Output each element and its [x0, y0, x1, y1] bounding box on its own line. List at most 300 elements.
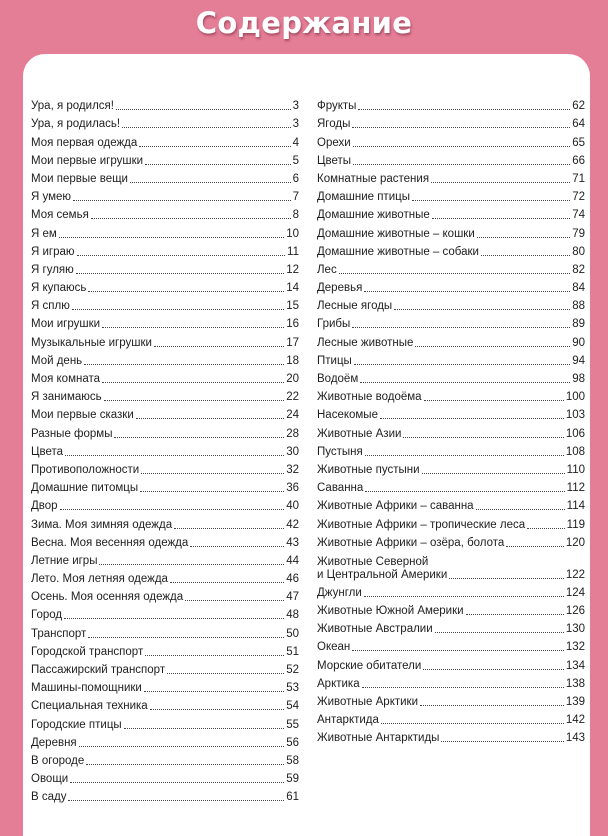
toc-entry-leader: [354, 364, 570, 365]
toc-entry: [31, 404, 299, 422]
toc-entry-leader: [466, 614, 564, 615]
toc-entry-title: Я сплю: [31, 300, 70, 313]
toc-entry-title: Машины-помощники: [31, 682, 142, 695]
toc-entry: [317, 618, 585, 636]
toc-entry-page: 46: [286, 573, 299, 586]
toc-entry: [317, 368, 585, 386]
toc-entry-leader: [365, 491, 564, 492]
toc-entry-page: 7: [292, 191, 299, 204]
toc-entry-page: 90: [572, 336, 585, 349]
toc-entry-leader: [145, 655, 284, 656]
toc-entry: [317, 477, 585, 495]
toc-entry-page: 5: [292, 154, 299, 167]
toc-entry: [31, 168, 299, 186]
toc-entry-leader: [102, 382, 284, 383]
toc-entry-leader: [435, 632, 564, 633]
toc-entry: [317, 459, 585, 477]
toc-entry-title: Животные Арктики: [317, 696, 419, 708]
toc-entry: [31, 186, 299, 204]
toc-entry-page: 48: [286, 609, 299, 622]
toc-entry: [317, 241, 585, 259]
toc-entry: [31, 113, 299, 131]
toc-entry: [31, 277, 299, 295]
toc-entry: [31, 550, 299, 568]
toc-entry-title: Лесные ягоды: [317, 300, 393, 313]
toc-entry-title: В огороде: [31, 754, 85, 767]
toc-entry-leader: [114, 437, 284, 438]
toc-entry: [31, 222, 299, 240]
toc-entry-page: 106: [565, 427, 585, 440]
toc-entry-leader: [381, 723, 564, 724]
toc-entry-page: 88: [572, 300, 585, 313]
toc-entry-page: 18: [286, 354, 299, 367]
toc-entry-page: 36: [286, 482, 299, 495]
toc-entry-title: Мои первые игрушки: [31, 154, 144, 167]
toc-entry-page: 55: [286, 718, 299, 731]
toc-entry-title: Я купаюсь: [31, 282, 87, 295]
toc-entry-page: 72: [572, 191, 585, 204]
toc-entry-leader: [76, 273, 284, 274]
toc-entry-title: Животные водоёма: [317, 391, 422, 404]
toc-entry: [31, 713, 299, 731]
toc-entry-title-line: и Центральной Америки: [317, 568, 448, 581]
toc-entry-page: 14: [286, 282, 299, 295]
toc-entry-leader: [422, 473, 565, 474]
toc-entry: [317, 113, 585, 131]
toc-entry: [317, 550, 585, 582]
toc-entry-page: 100: [565, 391, 585, 404]
toc-entry-leader: [364, 291, 570, 292]
toc-entry-leader: [190, 546, 284, 547]
toc-entry-leader: [476, 509, 565, 510]
toc-entry-leader: [91, 218, 291, 219]
toc-entry-leader: [170, 582, 284, 583]
toc-entry-title: Я ем: [31, 227, 57, 240]
toc-entry-title: Моя семья: [31, 209, 89, 222]
toc-entry-title: Городской транспорт: [31, 645, 144, 658]
toc-entry-page: 32: [286, 463, 299, 476]
toc-entry-leader: [441, 741, 563, 742]
toc-entry: [317, 295, 585, 313]
toc-entry: [317, 600, 585, 618]
toc-entry: [317, 582, 585, 600]
toc-entry-leader: [415, 346, 570, 347]
toc-entry-leader: [339, 273, 571, 274]
toc-entry: [317, 495, 585, 513]
toc-entry-title: Я умею: [31, 191, 72, 204]
toc-entry: [317, 313, 585, 331]
toc-entry-leader: [102, 327, 284, 328]
toc-entry-page: 132: [565, 641, 585, 654]
toc-entry: [317, 259, 585, 277]
toc-entry: [317, 532, 585, 550]
toc-entry-page: 61: [286, 791, 299, 804]
toc-entry: [31, 768, 299, 786]
toc-left-column: [31, 95, 299, 804]
toc-entry-leader: [506, 546, 563, 547]
toc-entry-page: 71: [572, 172, 585, 185]
toc-entry-leader: [424, 400, 564, 401]
toc-entry-leader: [79, 746, 285, 747]
toc-entry-leader: [104, 400, 285, 401]
toc-entry-title: Городские птицы: [31, 718, 122, 731]
toc-entry-title: Мои игрушки: [31, 318, 101, 331]
toc-entry-page: 139: [565, 696, 585, 708]
toc-entry-page: 44: [286, 554, 299, 567]
toc-entry-title: Ура, я родился!: [31, 100, 114, 113]
toc-entry-title: Ура, я родилась!: [31, 118, 121, 131]
toc-entry-page: 6: [292, 172, 299, 185]
toc-entry-title: Разные формы: [31, 427, 113, 440]
toc-entry-title: Пустыня: [317, 445, 363, 458]
toc-entry-page: 10: [286, 227, 299, 240]
toc-entry: [317, 131, 585, 149]
toc-entry-page: 98: [572, 373, 585, 385]
toc-entry-leader: [84, 364, 284, 365]
toc-entry: [317, 422, 585, 440]
toc-entry: [31, 459, 299, 477]
toc-entry-title: Мой день: [31, 354, 83, 367]
toc-entry-title: Деревья: [317, 282, 363, 295]
toc-entry-title: Животные Африки – тропические леса: [317, 518, 526, 531]
toc-entry-leader: [140, 491, 284, 492]
toc-entry: [317, 727, 585, 745]
toc-entry-page: 8: [292, 209, 299, 222]
toc-entry-leader: [145, 164, 291, 165]
toc-entry: [31, 422, 299, 440]
toc-entry-title: Лес: [317, 263, 337, 276]
toc-entry: [31, 750, 299, 768]
toc-entry-leader: [353, 146, 571, 147]
toc-entry-leader: [167, 673, 284, 674]
toc-entry-leader: [154, 346, 284, 347]
toc-entry-title: Двор: [31, 500, 58, 513]
toc-entry-leader: [77, 255, 286, 256]
toc-entry-leader: [116, 109, 291, 110]
toc-entry: [31, 477, 299, 495]
toc-entry-title: Я играю: [31, 245, 75, 258]
page-title: Содержание: [195, 6, 413, 40]
toc-entry-title: Мои первые вещи: [31, 172, 128, 185]
toc-entry-leader: [59, 237, 284, 238]
toc-entry-page: 114: [566, 500, 585, 513]
toc-entry-leader: [86, 764, 284, 765]
toc-entry-page: 52: [286, 664, 299, 676]
toc-entry-page: 82: [572, 263, 585, 276]
toc-entry-page: 16: [286, 318, 299, 331]
toc-entry: [317, 150, 585, 168]
toc-entry-title: Ягоды: [317, 118, 351, 131]
toc-entry: [31, 677, 299, 695]
toc-entry-page: 66: [572, 154, 585, 167]
toc-entry-title: Моя первая одежда: [31, 136, 138, 149]
toc-entry: [317, 441, 585, 459]
toc-entry-page: 65: [572, 136, 585, 149]
toc-entry-title: Саванна: [317, 482, 364, 495]
toc-entry-title: Овощи: [31, 773, 69, 786]
toc-entry-title: Осень. Моя осенняя одежда: [31, 591, 184, 604]
toc-entry: [317, 186, 585, 204]
toc-entry: [317, 222, 585, 240]
toc-entry-page: 47: [286, 591, 299, 604]
toc-entry-title: Моя комната: [31, 373, 101, 385]
toc-entry: [31, 568, 299, 586]
toc-entry-page: 20: [286, 373, 299, 385]
toc-entry: [317, 386, 585, 404]
toc-entry-leader: [481, 255, 570, 256]
toc-entry: [31, 131, 299, 149]
toc-entry: [31, 150, 299, 168]
toc-entry-leader: [449, 578, 564, 579]
toc-entry: [31, 622, 299, 640]
toc-entry-title: Противоположности: [31, 463, 140, 476]
toc-entry-title: Летние игры: [31, 554, 98, 567]
toc-entry-title: Деревня: [31, 736, 77, 749]
toc-entry: [317, 350, 585, 368]
toc-entry: [317, 636, 585, 654]
toc-entry-title: Животные Африки – озёра, болота: [317, 536, 505, 549]
toc-entry-page: 110: [566, 463, 585, 476]
toc-entry-page: 3: [292, 118, 299, 131]
toc-entry-page: 11: [287, 245, 299, 258]
toc-entry-title: Птицы: [317, 354, 352, 367]
toc-entry-leader: [365, 455, 564, 456]
toc-entry-leader: [73, 200, 291, 201]
toc-entry-title: Животные Австралии: [317, 623, 433, 636]
toc-entry-title: Морские обитатели: [317, 659, 422, 672]
toc-entry-page: 54: [286, 700, 299, 713]
toc-entry: [31, 641, 299, 659]
toc-entry: [31, 786, 299, 804]
toc-entry-page: 79: [572, 227, 585, 240]
toc-entry-leader: [68, 800, 284, 801]
toc-entry-title: Водоём: [317, 373, 359, 385]
toc-entry-title: Я занимаюсь: [31, 391, 102, 404]
toc-entry: [31, 586, 299, 604]
toc-entry: [31, 532, 299, 550]
toc-entry-page: 28: [286, 427, 299, 440]
toc-entry: [31, 295, 299, 313]
toc-entry-leader: [70, 782, 284, 783]
toc-entry-title: Домашние птицы: [317, 191, 410, 204]
toc-entry: [317, 95, 585, 113]
toc-entry: [31, 350, 299, 368]
toc-entry-page: 142: [565, 714, 585, 727]
toc-entry-leader: [65, 455, 284, 456]
toc-entry-page: 138: [565, 677, 585, 690]
toc-entry-page: 122: [565, 568, 585, 581]
toc-entry: [317, 168, 585, 186]
toc-entry: [317, 404, 585, 422]
toc-entry: [31, 331, 299, 349]
toc-entry-leader: [136, 418, 284, 419]
toc-entry-page: 126: [565, 605, 585, 618]
toc-entry-page: 124: [565, 586, 585, 599]
toc-entry: [317, 709, 585, 727]
toc-entry-leader: [144, 691, 284, 692]
toc-right-column: [317, 95, 585, 745]
toc-entry-page: 130: [565, 623, 585, 636]
toc-entry: [317, 331, 585, 349]
toc-entry-page: 134: [565, 659, 585, 672]
toc-entry-leader: [362, 687, 564, 688]
toc-entry: [31, 659, 299, 677]
toc-entry-leader: [72, 309, 284, 310]
toc-entry-leader: [139, 146, 290, 147]
toc-entry-leader: [124, 728, 285, 729]
toc-entry-page: 15: [286, 300, 299, 313]
toc-entry-page: 4: [292, 136, 299, 149]
toc-entry-title: Комнатные растения: [317, 172, 430, 185]
toc-entry: [31, 259, 299, 277]
toc-entry-page: 53: [286, 682, 299, 695]
toc-entry-title: Арктика: [317, 677, 360, 690]
toc-entry-leader: [364, 596, 564, 597]
toc-entry-title: Лето. Моя летняя одежда: [31, 573, 168, 586]
toc-entry-title: Домашние животные – собаки: [317, 245, 479, 258]
toc-entry-page: 24: [286, 409, 299, 422]
toc-entry: [317, 654, 585, 672]
toc-entry-page: 74: [572, 209, 585, 222]
toc-entry-leader: [174, 528, 284, 529]
toc-entry: [317, 673, 585, 691]
toc-entry-title: Домашние животные – кошки: [317, 227, 475, 240]
toc-entry-page: 42: [286, 518, 299, 531]
toc-entry-title: В саду: [31, 791, 67, 804]
toc-entry-leader: [88, 637, 284, 638]
toc-entry-title: Музыкальные игрушки: [31, 336, 152, 349]
toc-entry-leader: [88, 291, 284, 292]
toc-entry-leader: [150, 709, 285, 710]
toc-entry-leader: [185, 600, 284, 601]
toc-entry-title: Лесные животные: [317, 336, 414, 349]
toc-entry-page: 94: [572, 354, 585, 367]
toc-entry-title: Домашние животные: [317, 209, 430, 222]
toc-entry-page: 43: [286, 536, 299, 549]
toc-entry-title: Специальная техника: [31, 700, 148, 713]
toc-entry: [317, 691, 585, 709]
toc-entry: [317, 513, 585, 531]
toc-entry-title: Мои первые сказки: [31, 409, 134, 422]
toc-entry-page: 84: [572, 282, 585, 295]
toc-entry-page: 80: [572, 245, 585, 258]
toc-entry-leader: [403, 437, 563, 438]
toc-entry-page: 3: [292, 100, 299, 113]
toc-entry-page: 119: [566, 518, 585, 531]
toc-entry-title: Животные Антарктиды: [317, 732, 440, 745]
toc-entry-title: Цветы: [317, 154, 352, 167]
toc-entry-page: 89: [572, 318, 585, 331]
toc-entry-title: Фрукты: [317, 100, 357, 113]
toc-entry-page: 50: [286, 627, 299, 640]
toc-entry-title: Пассажирский транспорт: [31, 664, 166, 676]
toc-entry-title: Животные пустыни: [317, 463, 420, 476]
toc-entry-title: Я гуляю: [31, 263, 74, 276]
toc-entry-page: 120: [565, 536, 585, 549]
toc-entry-leader: [353, 164, 570, 165]
toc-entry-leader: [352, 650, 564, 651]
toc-entry-leader: [141, 473, 284, 474]
toc-entry-title: Весна. Моя весенняя одежда: [31, 536, 189, 549]
toc-entry-leader: [130, 182, 291, 183]
toc-entry-title: Домашние питомцы: [31, 482, 139, 495]
toc-entry-title: Животные Африки – саванна: [317, 500, 474, 513]
toc-entry-title: Транспорт: [31, 627, 87, 640]
toc-entry-leader: [412, 200, 570, 201]
toc-entry-leader: [122, 127, 290, 128]
toc-entry-title-line: Животные Северной: [317, 555, 429, 568]
toc-entry-leader: [420, 705, 564, 706]
toc-entry: [31, 604, 299, 622]
toc-entry-leader: [527, 528, 565, 529]
toc-entry-page: 17: [286, 336, 299, 349]
toc-entry: [317, 277, 585, 295]
toc-entry-leader: [358, 109, 570, 110]
toc-entry-title: Животные Азии: [317, 427, 402, 440]
toc-entry-page: 56: [286, 736, 299, 749]
toc-entry-leader: [99, 564, 284, 565]
toc-entry-leader: [477, 237, 570, 238]
toc-entry-leader: [394, 309, 570, 310]
toc-entry-title: Зима. Моя зимняя одежда: [31, 518, 173, 531]
toc-entry: [31, 313, 299, 331]
toc-entry-page: 40: [286, 500, 299, 513]
toc-entry-title: Океан: [317, 641, 351, 654]
toc-entry: [31, 95, 299, 113]
toc-entry-page: 64: [572, 118, 585, 131]
toc-entry-title: Насекомые: [317, 409, 378, 422]
toc-entry-page: 22: [286, 391, 299, 404]
toc-entry-page: 12: [286, 263, 299, 276]
toc-entry: [31, 386, 299, 404]
toc-entry-title: Орехи: [317, 136, 351, 149]
toc-entry-page: 30: [286, 445, 299, 458]
toc-entry-page: 143: [565, 732, 585, 745]
toc-entry-leader: [352, 127, 570, 128]
toc-entry-title: Город: [31, 609, 63, 622]
toc-entry: [31, 695, 299, 713]
toc-entry: [317, 204, 585, 222]
toc-entry-page: 51: [286, 645, 299, 658]
toc-entry-page: 62: [572, 100, 585, 113]
toc-entry-leader: [60, 509, 285, 510]
toc-entry-leader: [64, 618, 284, 619]
toc-entry: [31, 241, 299, 259]
toc-entry-leader: [380, 418, 564, 419]
toc-entry-page: 108: [565, 445, 585, 458]
toc-entry: [31, 441, 299, 459]
toc-entry-title: Грибы: [317, 318, 351, 331]
toc-entry-page: 103: [565, 409, 585, 422]
toc-entry-page: 59: [286, 773, 299, 786]
toc-entry-leader: [432, 218, 570, 219]
toc-entry-leader: [360, 382, 570, 383]
toc-entry-title: Цвета: [31, 445, 64, 458]
toc-entry: [31, 513, 299, 531]
toc-entry-title: [317, 556, 447, 582]
toc-entry-leader: [423, 669, 564, 670]
toc-entry-page: 58: [286, 754, 299, 767]
toc-entry-leader: [431, 182, 570, 183]
toc-entry-title: Животные Южной Америки: [317, 605, 464, 618]
toc-entry-title: Антарктида: [317, 714, 379, 727]
toc-entry: [31, 204, 299, 222]
toc-entry: [31, 732, 299, 750]
toc-entry-title: Джунгли: [317, 586, 362, 599]
toc-entry-leader: [352, 327, 570, 328]
toc-entry: [31, 368, 299, 386]
toc-entry-page: 112: [566, 482, 585, 495]
